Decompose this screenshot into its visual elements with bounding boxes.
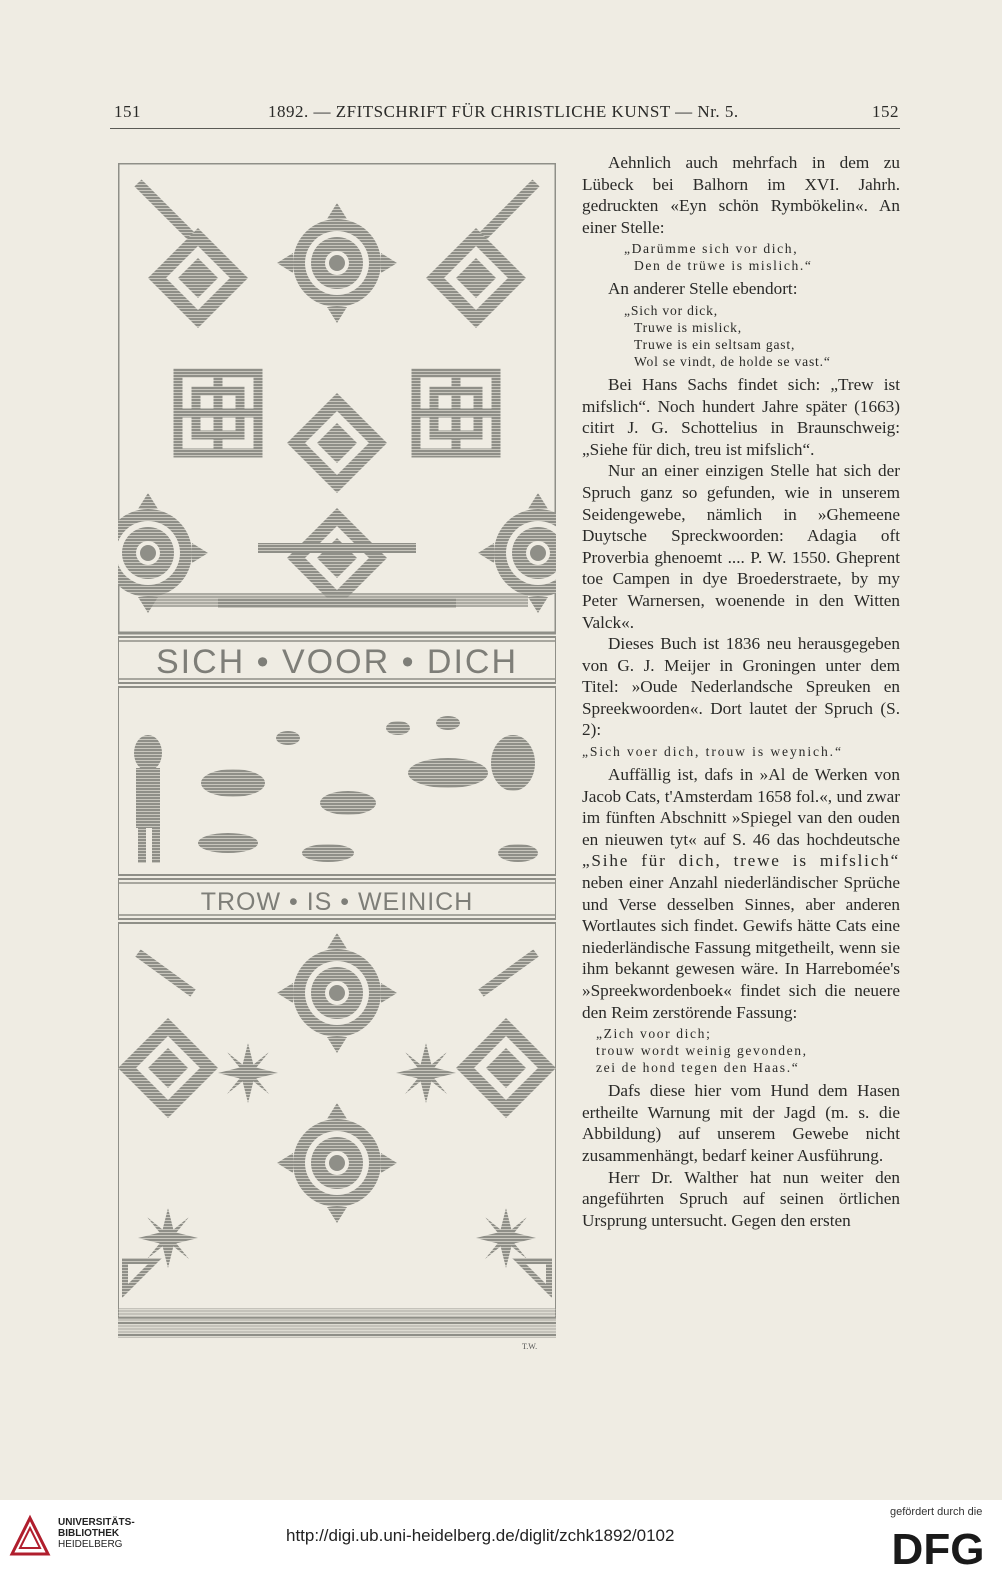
page-number-left: 151 (114, 102, 141, 121)
quote-2: „Sich vor dick, Truwe is mislick, Truwe is ein seltsam gast, Wol se vindt, de holde se vast.“ (624, 302, 831, 369)
header-rule (110, 128, 900, 129)
paragraph-3: Bei Hans Sachs findet sich: „Trew ist mifslich“. Noch hundert Jahre später (1663) citirt J. G. Schottelius in Braunschweig: „Siehe für dich, treu ist mifslich“. (582, 374, 900, 459)
paragraph-2: An anderer Stelle ebendort: (608, 279, 798, 299)
figure-band-1: SICH • VOOR • DICH (155, 643, 519, 681)
paragraph-7: Dafs diese hier vom Hund dem Hasen ertheilte Warnung mit der Jagd (m. s. die Abbildung) auf unserem Gewebe nicht zusammenhängt, bedarf keiner Ausführung. (582, 1081, 900, 1165)
woven-pattern-illustration (118, 163, 556, 1358)
svg-text:DFG: DFG (891, 1525, 985, 1570)
dfg-logo-icon (888, 1522, 988, 1570)
figure-initials: T.W. (522, 1342, 538, 1351)
quote-3: „Sich voer dich, trouw is weynich.“ (582, 744, 843, 760)
paragraph-4: Nur an einer einzigen Stelle hat sich der Spruch ganz so gefunden, wie in unserem Seidengewebe, nämlich in »Ghemeene Duytsche Spreckwoorden: Adagia oft Proverbia ghenoemt .... P. W. 1550. Gheprent toe Campen in dye Broederstraete, by my Peter Warnersen, woenende in den Witten Valck«. (582, 461, 900, 632)
permalink-url[interactable]: http://digi.ub.uni-heidelberg.de/diglit/zchk1892/0102 (286, 1526, 675, 1545)
quote-1: „Darümme sich vor dich, Den de trüwe is mislich.“ (624, 241, 813, 274)
quote-4: „Zich voor dich; trouw wordt weinig gevonden, zei de hond tegen den Haas.“ (596, 1026, 808, 1076)
paragraph-6: Auffällig ist, dafs in »Al de Werken von Jacob Cats, t'Amsterdam 1658 fol.«, und zwar im fünften Abschnitt »Spiegel van den ouden en nieuwen tyt« auf S. 46 das hochdeutsche „Sihe für dich, trewe is mifslich“ neben einer Anzahl niederländischer Sprüche und Verse desselben Sinnes, aber anderen Wortlautes sich findet. Gewifs hätte Cats eine niederländische Fassung mitgetheilt, wenn sie ihm bekannt gewesen wäre. In Harrebomée's »Spreekwordenboek« findet sich die neuere den Reim zerstörende Fassung: (582, 765, 900, 1022)
digitization-footer (0, 1500, 1002, 1572)
university-library-logo-icon (8, 1514, 52, 1558)
running-header: 1892. — ZFITSCHRIFT FÜR CHRISTLICHE KUNST — Nr. 5. (268, 102, 739, 121)
body-text-column (582, 152, 900, 1231)
paragraph-5: Dieses Buch ist 1836 neu herausgegeben von G. J. Meijer in Groningen unter dem Titel: »Oude Nederlandsche Spreuken en Spreekwoorden«. Dort lautet der Spruch (S. 2): (582, 634, 900, 740)
paragraph-8: Herr Dr. Walther hat nun weiter den angeführten Spruch auf seinen örtlichen Ursprung untersucht. Gegen den ersten (582, 1167, 900, 1230)
page-number-right: 152 (872, 102, 899, 121)
library-name: UNIVERSITÄTS- BIBLIOTHEK HEIDELBERG (58, 1517, 135, 1550)
funder-note: gefördert durch die (890, 1506, 983, 1518)
paragraph-1: Aehnlich auch mehrfach in dem zu Lübeck bei Balhorn im XVI. Jahrh. gedruckten «Eyn schön Rymbökelin«. An einer Stelle: (582, 153, 900, 237)
figure-band-2: TROW • IS • WEINICH (200, 888, 474, 916)
